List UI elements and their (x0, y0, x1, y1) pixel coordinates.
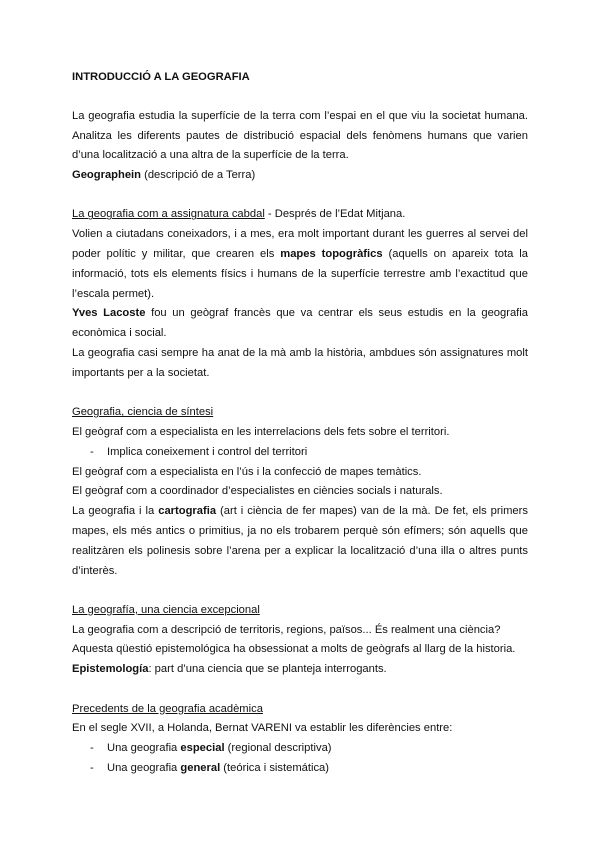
definition-line (72, 166, 528, 186)
list-item (72, 759, 528, 779)
text-line: En el segle XVII, a Holanda, Bernat VARENI va establir les diferències entre: (72, 722, 453, 735)
text-run: fou un geògraf francès que va centrar els seus estudis en la geografia econòmica i social. (72, 307, 528, 340)
list-item: - Implica coneixement i control del territori (72, 443, 528, 463)
paragraph-mapes (72, 225, 528, 304)
definition-text: (descripció de a Terra) (141, 169, 256, 182)
section-precedents (72, 700, 528, 779)
section-heading: Precedents de la geografia acadèmica (72, 702, 263, 715)
text-run: (teórica i sistemática) (220, 761, 329, 774)
bold-term: mapes topogràfics (280, 248, 383, 261)
bold-term: Epistemología (72, 663, 149, 676)
bold-term: cartografia (158, 505, 217, 518)
section-heading: La geografía, una ciencia excepcional (72, 603, 260, 616)
paragraph-historia: La geografia casi sempre ha anat de la mà amb la història, ambdues són assignatures molt importants per a la societat. (72, 347, 528, 379)
text-run: (aquells on apareix tota la informació, tots els elements físics i humans de la superfície terrestre amb l’exactitud que l’escala permet). (72, 248, 528, 300)
document-page (72, 68, 528, 798)
text-line: La geografia com a descripció de territoris, regions, països... És realment una ciència? (72, 623, 501, 636)
section-intro (72, 107, 528, 186)
text-line (72, 660, 528, 680)
text-line: Aquesta qüestió epistemológica ha obsessionat a molts de geògrafs al llarg de la historia. (72, 643, 516, 656)
text-run: La geografia i la (72, 505, 159, 518)
section-ciencia-sintesi (72, 403, 528, 581)
text-run: (regional descriptiva) (224, 742, 332, 755)
text-run: Una geografia (107, 742, 181, 755)
section-assignatura-cabdal (72, 205, 528, 383)
section-ciencia-excepcional (72, 601, 528, 680)
text-line: El geògraf com a coordinador d’especialistes en ciències socials i naturals. (72, 485, 443, 498)
section-heading: Geografia, ciencia de síntesi (72, 406, 214, 419)
text-run: : part d’una ciencia que se planteja interrogants. (148, 663, 387, 676)
text-run: Una geografia (107, 761, 181, 774)
bold-term: especial (180, 742, 225, 755)
text-run: Volien a ciutadans coneixadors, i a mes, era molt important durant les guerres al servei del poder polític y militar, que crearen els (72, 228, 528, 261)
section-heading-rest: - Després de l’Edat Mitjana. (264, 208, 406, 221)
list-item (72, 739, 528, 759)
paragraph-cartografia (72, 502, 528, 581)
document-title: INTRODUCCIÓ A LA GEOGRAFIA (72, 71, 250, 83)
section-heading-line (72, 205, 528, 225)
paragraph-lacoste (72, 304, 528, 344)
section-heading: La geografia com a assignatura cabdal (72, 208, 265, 221)
bold-term: Yves Lacoste (72, 307, 146, 320)
intro-paragraph: La geografia estudia la superfície de la terra com l’espai en el que viu la societat humana. Analitza les diferents pautes de distribució espacial dels fenòmens humans que varien d’una localització a una altra de la superfície de la terra. (72, 109, 528, 162)
definition-term: Geographein (72, 169, 141, 182)
bold-term: general (180, 761, 221, 774)
text-line: El geògraf com a especialista en l’ús i la confecció de mapes temàtics. (72, 465, 422, 478)
text-run: (art i ciència de fer mapes) van de la mà. De fet, els primers mapes, els més antics o primitius, ja no els trobarem perquè són efímers; són aquells que realitzàren els polinesis sobre l’arena per a explicar la localització d’una illa o altres punts d’interès. (72, 505, 528, 577)
text-line: El geògraf com a especialista en les interrelacions dels fets sobre el territori. (72, 425, 450, 438)
